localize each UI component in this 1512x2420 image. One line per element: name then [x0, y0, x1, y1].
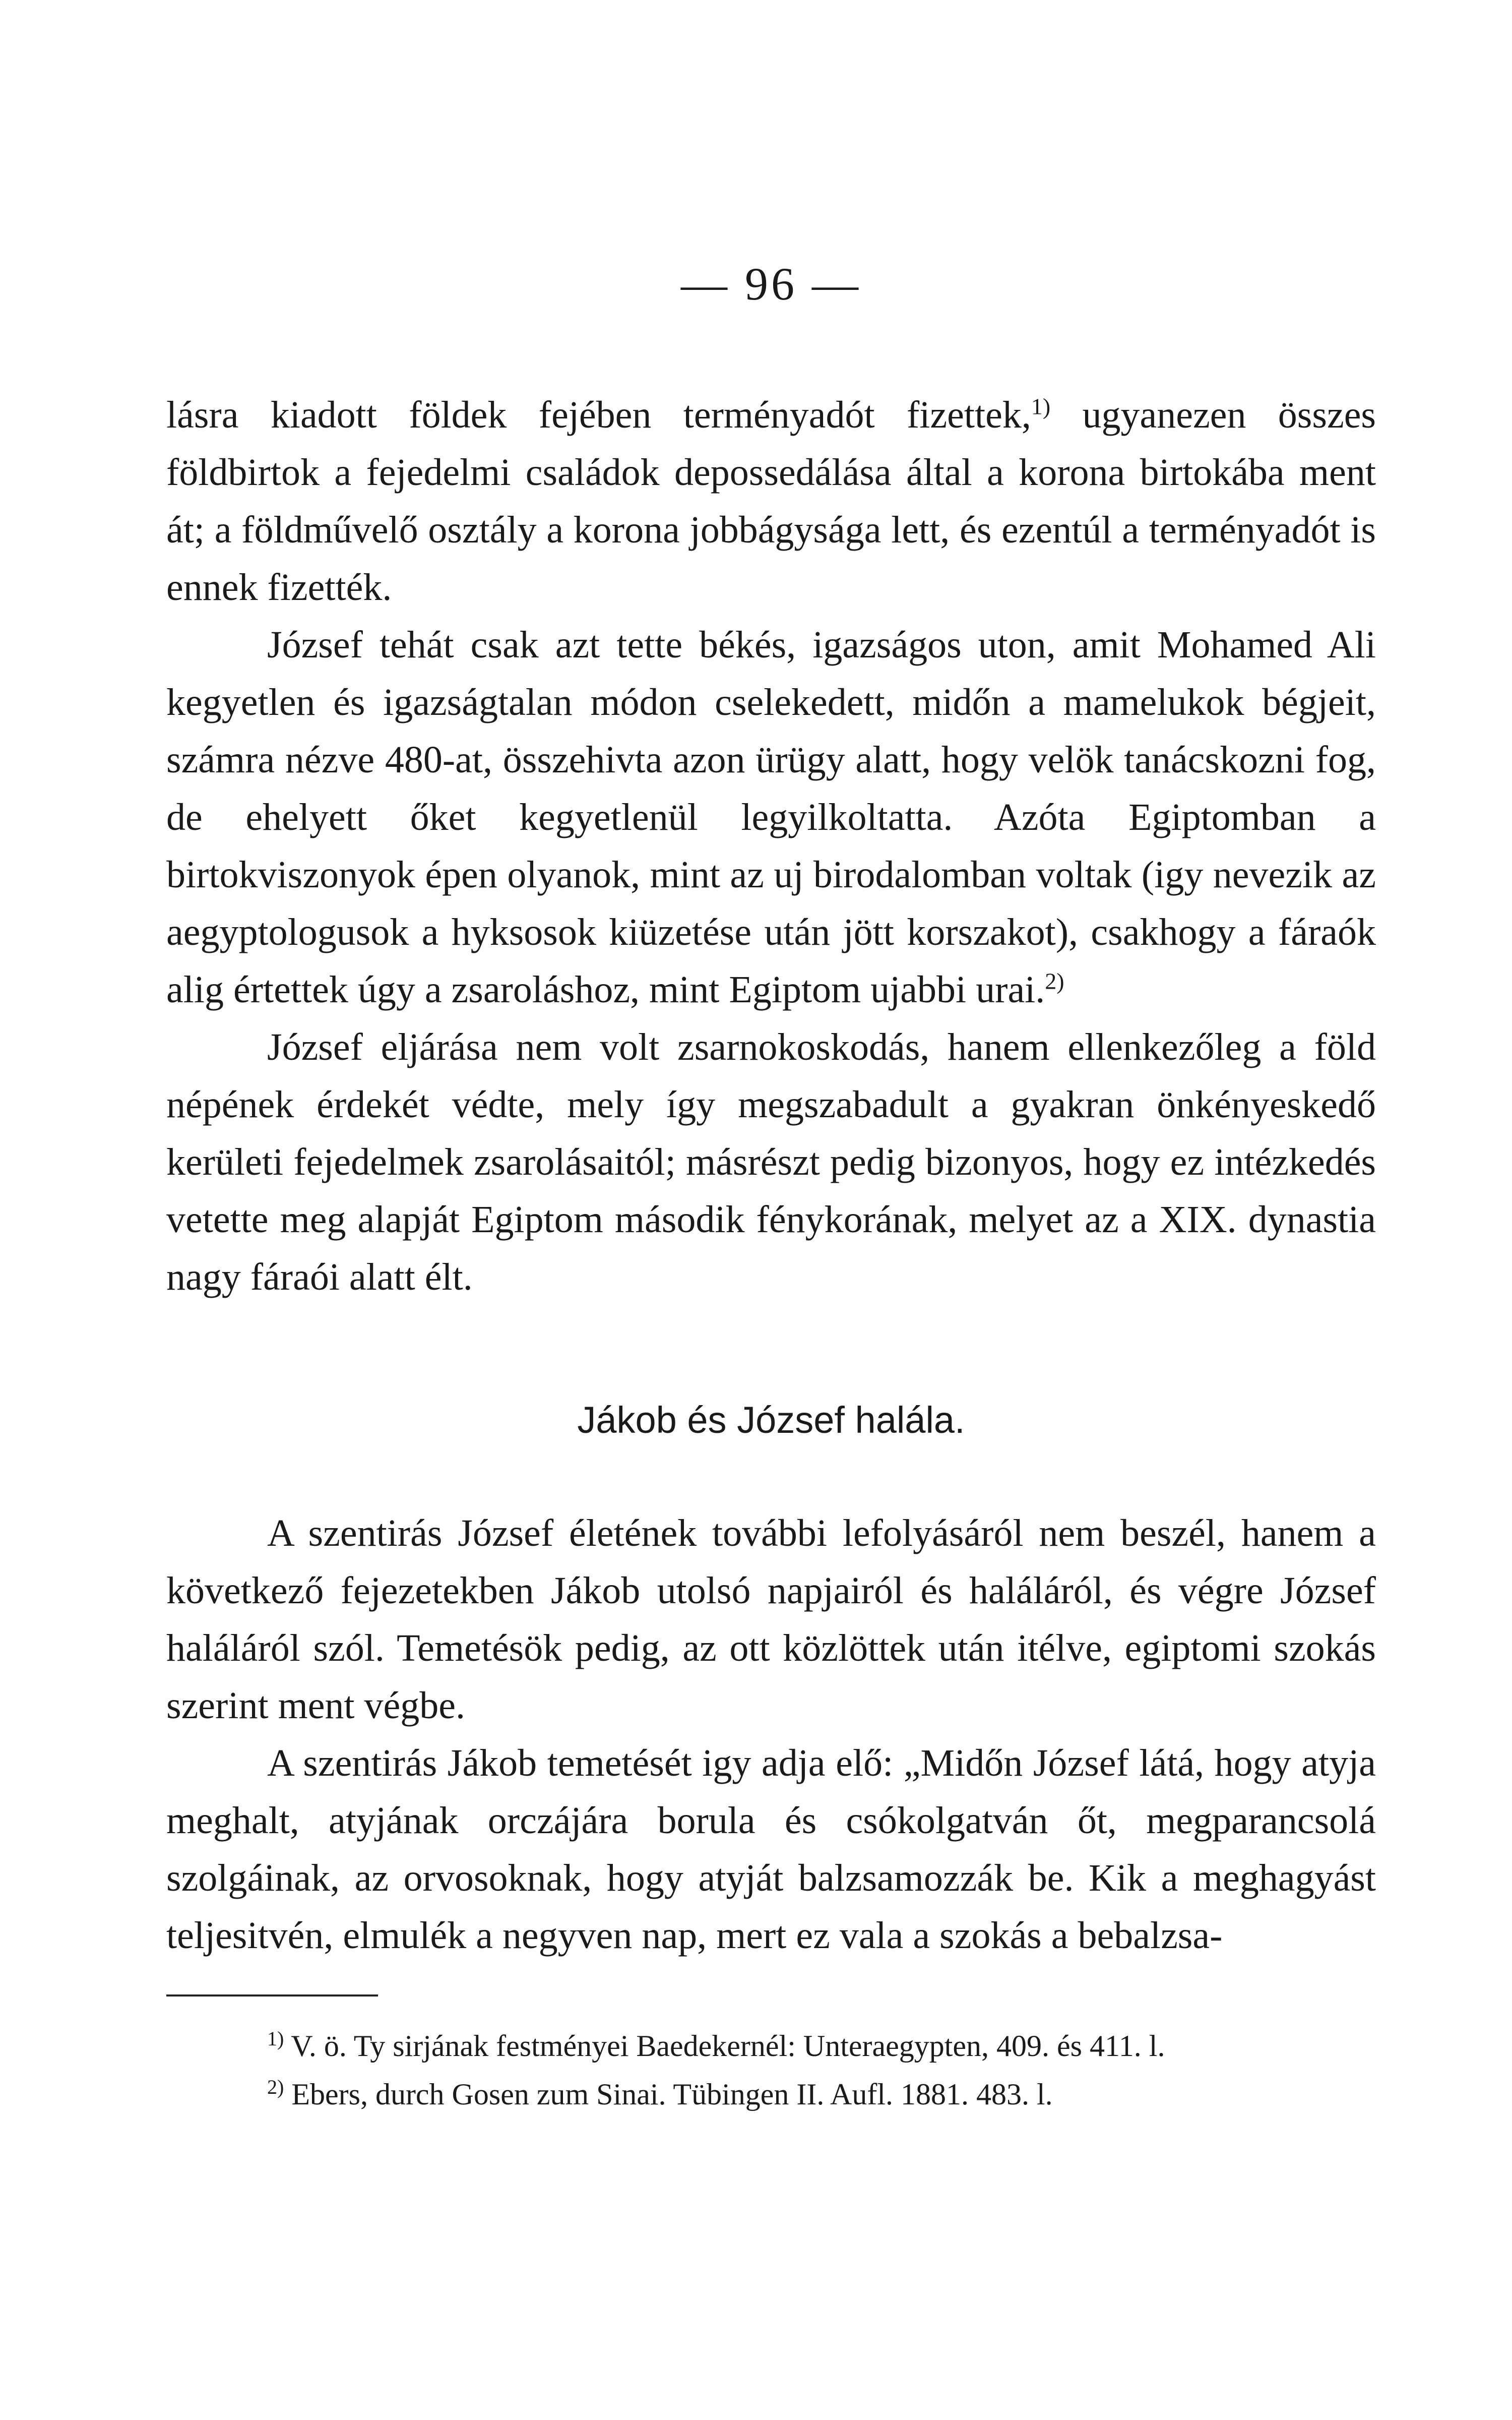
paragraph-3: József eljárása nem volt zsarnokoskodás, hanem ellenkezőleg a föld népének érdekét védte, mely így megszabadult a gyakran önkényeskedő kerületi fejedelmek zsarolásaitól; másrészt pedig bizonyos, hogy ez intézkedés vetette meg alapját Egiptom második fénykorának, melyet az a XIX. dynastia nagy fáraói alatt élt. [166, 1026, 1376, 1298]
paragraph-1 [166, 386, 1376, 616]
footnote-2-text: Ebers, durch Gosen zum Sinai. Tübingen II. Aufl. 1881. 483. l. [284, 2078, 1053, 2111]
footnote-2-mark: 2) [267, 2076, 284, 2098]
footnote-ref-1: 1) [1031, 393, 1051, 419]
paragraph-4: A szentirás József életének további lefolyásáról nem beszél, hanem a következő fejezetekben Jákob utolsó napjairól és haláláról, és végre József haláláról szól. Temetésök pedig, az ott közlöttek után itélve, egiptomi szokás szerint ment végbe. [166, 1512, 1376, 1727]
paragraph-5: A szentirás Jákob temetését igy adja elő: „Midőn József látá, hogy atyja meghalt, atyjának orczájára borula és csókolgatván őt, megparancsolá szolgáinak, az orvosoknak, hogy atyját balzsamozzák be. Kik a meghagyást teljesitvén, elmulék a negyven nap, mert ez vala a szokás a bebalzsa- [166, 1742, 1376, 1957]
paragraph-1-text-cont: ugyanezen összes földbirtok a fejedelmi családok depossedálása által a korona birtokába ment át; a földművelő osztály a korona jobbágysága lett, és ezentúl a terményadót is ennek fizették. [166, 394, 1376, 609]
footnote-ref-2: 2) [1045, 968, 1064, 994]
footnote-1 [166, 2022, 1376, 2070]
document-page [166, 257, 1376, 2119]
footnote-1-mark: 1) [267, 2027, 284, 2050]
paragraph-2 [166, 616, 1376, 1018]
paragraph-2-text: József tehát csak azt tette békés, igazságos uton, amit Mohamed Ali kegyetlen és igazságtalan módon cselekedett, midőn a mamelukok bégjeit, számra nézve 480-at, összehivta azon ürügy alatt, hogy velök tanácskozni fog, de ehelyett őket kegyetlenül legyilkoltatta. Azóta Egiptomban a birtokviszonyok épen olyanok, mint az uj birodalomban voltak (igy nevezik az aegyptologusok a hyksosok kiüzetése után jött korszakot), csakhogy a fáraók alig értettek úgy a zsaroláshoz, mint Egiptom ujabbi urai. [166, 624, 1376, 1011]
page-number: — 96 — [681, 258, 861, 310]
footnote-divider [166, 1994, 378, 1996]
paragraph-1-text: lásra kiadott földek fejében terményadót fizettek, [166, 394, 1031, 436]
footnote-2 [166, 2070, 1376, 2119]
footnote-1-text: V. ö. Ty sirjának festményei Baedekernél: Unteraegypten, 409. és 411. l. [284, 2029, 1165, 2063]
section-heading: Jákob és József halála. [577, 1399, 965, 1441]
